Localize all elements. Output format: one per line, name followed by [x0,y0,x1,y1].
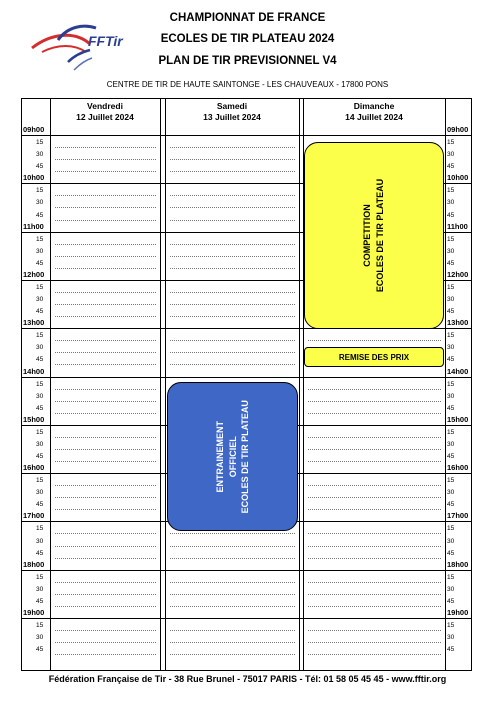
quarter-line [55,268,156,269]
quarter-label-right: 30 [447,634,455,642]
quarter-label-left: 30 [36,537,44,545]
quarter-line [308,449,441,450]
quarter-label-left: 30 [36,247,44,255]
quarter-line [170,642,295,643]
quarter-label-left: 45 [36,549,44,557]
quarter-line [170,654,295,655]
quarter-line [308,509,441,510]
quarter-line [55,437,156,438]
page-title-line3: PLAN DE TIR PREVISIONNEL V4 [158,55,337,67]
quarter-label-left: 30 [36,392,44,400]
hour-label-right: 13h00 [447,318,469,328]
quarter-label-right: 30 [447,489,455,497]
quarter-label-left: 15 [36,283,44,291]
quarter-line [55,389,156,390]
quarter-line [55,509,156,510]
quarter-line [55,159,156,160]
quarter-label-right: 30 [447,296,455,304]
day-name: Samedi [216,101,248,111]
hour-label-left: 15h00 [23,414,45,424]
quarter-line [308,389,441,390]
event-remise-des-prix [304,347,444,367]
hour-label-right: 19h00 [447,608,469,617]
quarter-line [170,340,295,341]
quarter-label-right: 15 [447,525,455,533]
column-divider [299,99,300,670]
quarter-label-right: 45 [447,163,455,171]
hour-label-right: 16h00 [447,463,469,473]
quarter-label-left: 15 [36,525,44,533]
day-date: 13 Juillet 2024 [203,112,261,122]
quarter-label-left: 45 [36,453,44,461]
quarter-label-right: 30 [447,151,455,159]
quarter-line [308,401,441,402]
quarter-label-left: 15 [36,332,44,340]
quarter-label-right: 45 [447,259,455,267]
column-divider [160,99,161,670]
day-header-saturday [165,101,299,123]
quarter-line [55,461,156,462]
quarter-line [308,413,441,414]
hour-line [22,377,471,378]
quarter-label-left: 15 [36,187,44,195]
column-divider [50,99,51,670]
quarter-label-left: 45 [36,163,44,171]
quarter-label-right: 30 [447,392,455,400]
quarter-line [308,582,441,583]
quarter-label-right: 15 [447,622,455,630]
quarter-line [170,244,295,245]
quarter-label-right: 45 [447,308,455,316]
quarter-line [170,147,295,148]
quarter-line [170,582,295,583]
quarter-line [55,340,156,341]
logo-text: FFTir [88,33,123,49]
quarter-line [308,642,441,643]
hour-label-right: 09h00 [447,125,469,134]
quarter-line [55,630,156,631]
day-header-sunday [303,101,445,123]
quarter-label-right: 15 [447,139,455,147]
page-title-line1: CHAMPIONNAT DE FRANCE [169,12,326,24]
quarter-line [170,364,295,365]
venue-address: CENTRE DE TIR DE HAUTE SAINTONGE - LES CHAUVEAUX - 17800 PONS [106,80,389,89]
quarter-label-left: 15 [36,380,44,388]
quarter-line [170,268,295,269]
quarter-label-right: 15 [447,332,455,340]
hour-label-right: 12h00 [447,269,469,279]
hour-label-right: 17h00 [447,511,469,521]
quarter-label-right: 15 [447,235,455,243]
quarter-line [55,485,156,486]
quarter-label-left: 15 [36,477,44,485]
quarter-line [170,195,295,196]
quarter-label-left: 30 [36,489,44,497]
quarter-line [308,461,441,462]
quarter-line [170,256,295,257]
event-competition [304,142,444,329]
quarter-label-right: 30 [447,247,455,255]
quarter-label-right: 30 [447,199,455,207]
event-subtitle: ECOLES DE TIR PLATEAU [239,399,250,514]
quarter-line [55,594,156,595]
quarter-label-right: 45 [447,549,455,557]
quarter-line [170,316,295,317]
quarter-label-right: 45 [447,597,455,605]
day-name: Vendredi [87,101,123,111]
quarter-label-right: 15 [447,428,455,436]
quarter-line [308,497,441,498]
quarter-line [55,606,156,607]
quarter-line [55,413,156,414]
hour-label-left: 16h00 [23,463,45,473]
quarter-line [55,582,156,583]
quarter-line [170,546,295,547]
quarter-line [308,485,441,486]
quarter-line [308,558,441,559]
quarter-label-right: 45 [447,356,455,364]
quarter-line [55,304,156,305]
quarter-label-left: 30 [36,199,44,207]
column-divider [445,99,446,670]
quarter-line [55,654,156,655]
fftir-logo [28,22,136,78]
quarter-line [170,171,295,172]
event-title: ENTRAINEMENT [214,420,225,493]
quarter-label-right: 45 [447,646,455,654]
hour-label-left: 09h00 [23,125,45,134]
quarter-line [55,449,156,450]
quarter-label-left: 30 [36,296,44,304]
quarter-line [308,654,441,655]
quarter-label-right: 30 [447,344,455,352]
hour-label-left: 14h00 [23,366,45,376]
quarter-line [170,159,295,160]
quarter-line [55,558,156,559]
hour-label-right: 10h00 [447,173,469,183]
footer-contact: Fédération Française de Tir - 38 Rue Brunel - 75017 PARIS - Tél: 01 58 05 45 45 - www.fftir.org [48,674,447,684]
event-title: REMISE DES PRIX [338,352,410,362]
quarter-line [55,642,156,643]
quarter-line [170,207,295,208]
hour-label-left: 17h00 [23,511,45,521]
quarter-label-left: 30 [36,634,44,642]
quarter-label-right: 15 [447,477,455,485]
quarter-label-left: 45 [36,308,44,316]
quarter-line [170,606,295,607]
quarter-line [55,497,156,498]
hour-line [22,618,471,619]
day-date: 14 Juillet 2024 [345,112,403,122]
hour-label-right: 18h00 [447,559,469,569]
hour-label-left: 13h00 [23,318,45,328]
hour-label-left: 18h00 [23,559,45,569]
quarter-label-left: 30 [36,585,44,593]
quarter-label-left: 15 [36,622,44,630]
quarter-line [170,220,295,221]
column-divider [165,99,166,670]
quarter-label-right: 30 [447,537,455,545]
quarter-label-right: 15 [447,187,455,195]
quarter-line [170,304,295,305]
quarter-label-left: 15 [36,573,44,581]
quarter-label-left: 30 [36,440,44,448]
quarter-label-right: 45 [447,211,455,219]
hour-label-right: 15h00 [447,414,469,424]
quarter-line [308,594,441,595]
quarter-line [55,147,156,148]
quarter-label-right: 45 [447,501,455,509]
quarter-label-left: 15 [36,428,44,436]
quarter-line [55,316,156,317]
day-name: Dimanche [353,101,395,111]
event-entrainement-officiel [167,382,298,531]
quarter-label-left: 45 [36,356,44,364]
quarter-label-left: 45 [36,597,44,605]
quarter-label-right: 30 [447,585,455,593]
quarter-line [55,195,156,196]
day-date: 12 Juillet 2024 [76,112,134,122]
quarter-line [55,364,156,365]
hour-label-left: 10h00 [23,173,45,183]
quarter-line [170,558,295,559]
quarter-label-right: 45 [447,453,455,461]
hour-label-left: 11h00 [23,221,44,231]
quarter-line [308,546,441,547]
hour-label-left: 12h00 [23,269,45,279]
quarter-line [55,533,156,534]
quarter-line [308,340,441,341]
quarter-label-left: 45 [36,211,44,219]
hour-line [22,570,471,571]
hour-label-right: 14h00 [447,366,469,376]
event-title: COMPETITION [362,204,373,267]
quarter-label-left: 15 [36,139,44,147]
quarter-line [170,352,295,353]
quarter-line [55,352,156,353]
quarter-label-left: 45 [36,259,44,267]
event-title: OFFICIEL [227,436,238,477]
quarter-line [308,437,441,438]
quarter-line [55,220,156,221]
quarter-line [55,256,156,257]
quarter-label-left: 45 [36,404,44,412]
quarter-label-left: 15 [36,235,44,243]
day-header-friday [50,101,160,123]
hour-label-right: 11h00 [447,221,468,231]
quarter-label-left: 30 [36,344,44,352]
quarter-line [170,630,295,631]
quarter-line [55,171,156,172]
event-subtitle: ECOLES DE TIR PLATEAU [375,178,385,293]
quarter-label-left: 45 [36,501,44,509]
hour-label-left: 19h00 [23,608,45,617]
quarter-line [308,533,441,534]
page-title-line2: ECOLES DE TIR PLATEAU 2024 [160,33,335,45]
quarter-label-right: 30 [447,440,455,448]
quarter-line [170,292,295,293]
quarter-line [55,401,156,402]
quarter-line [55,292,156,293]
quarter-label-right: 15 [447,283,455,291]
quarter-line [55,546,156,547]
schedule-grid [21,98,472,671]
quarter-line [170,594,295,595]
quarter-label-right: 15 [447,380,455,388]
quarter-line [55,207,156,208]
quarter-line [55,244,156,245]
quarter-label-left: 30 [36,151,44,159]
quarter-label-left: 45 [36,646,44,654]
quarter-label-right: 15 [447,573,455,581]
quarter-line [308,630,441,631]
quarter-line [308,606,441,607]
quarter-line [170,533,295,534]
hour-line [22,135,471,136]
quarter-label-right: 45 [447,404,455,412]
